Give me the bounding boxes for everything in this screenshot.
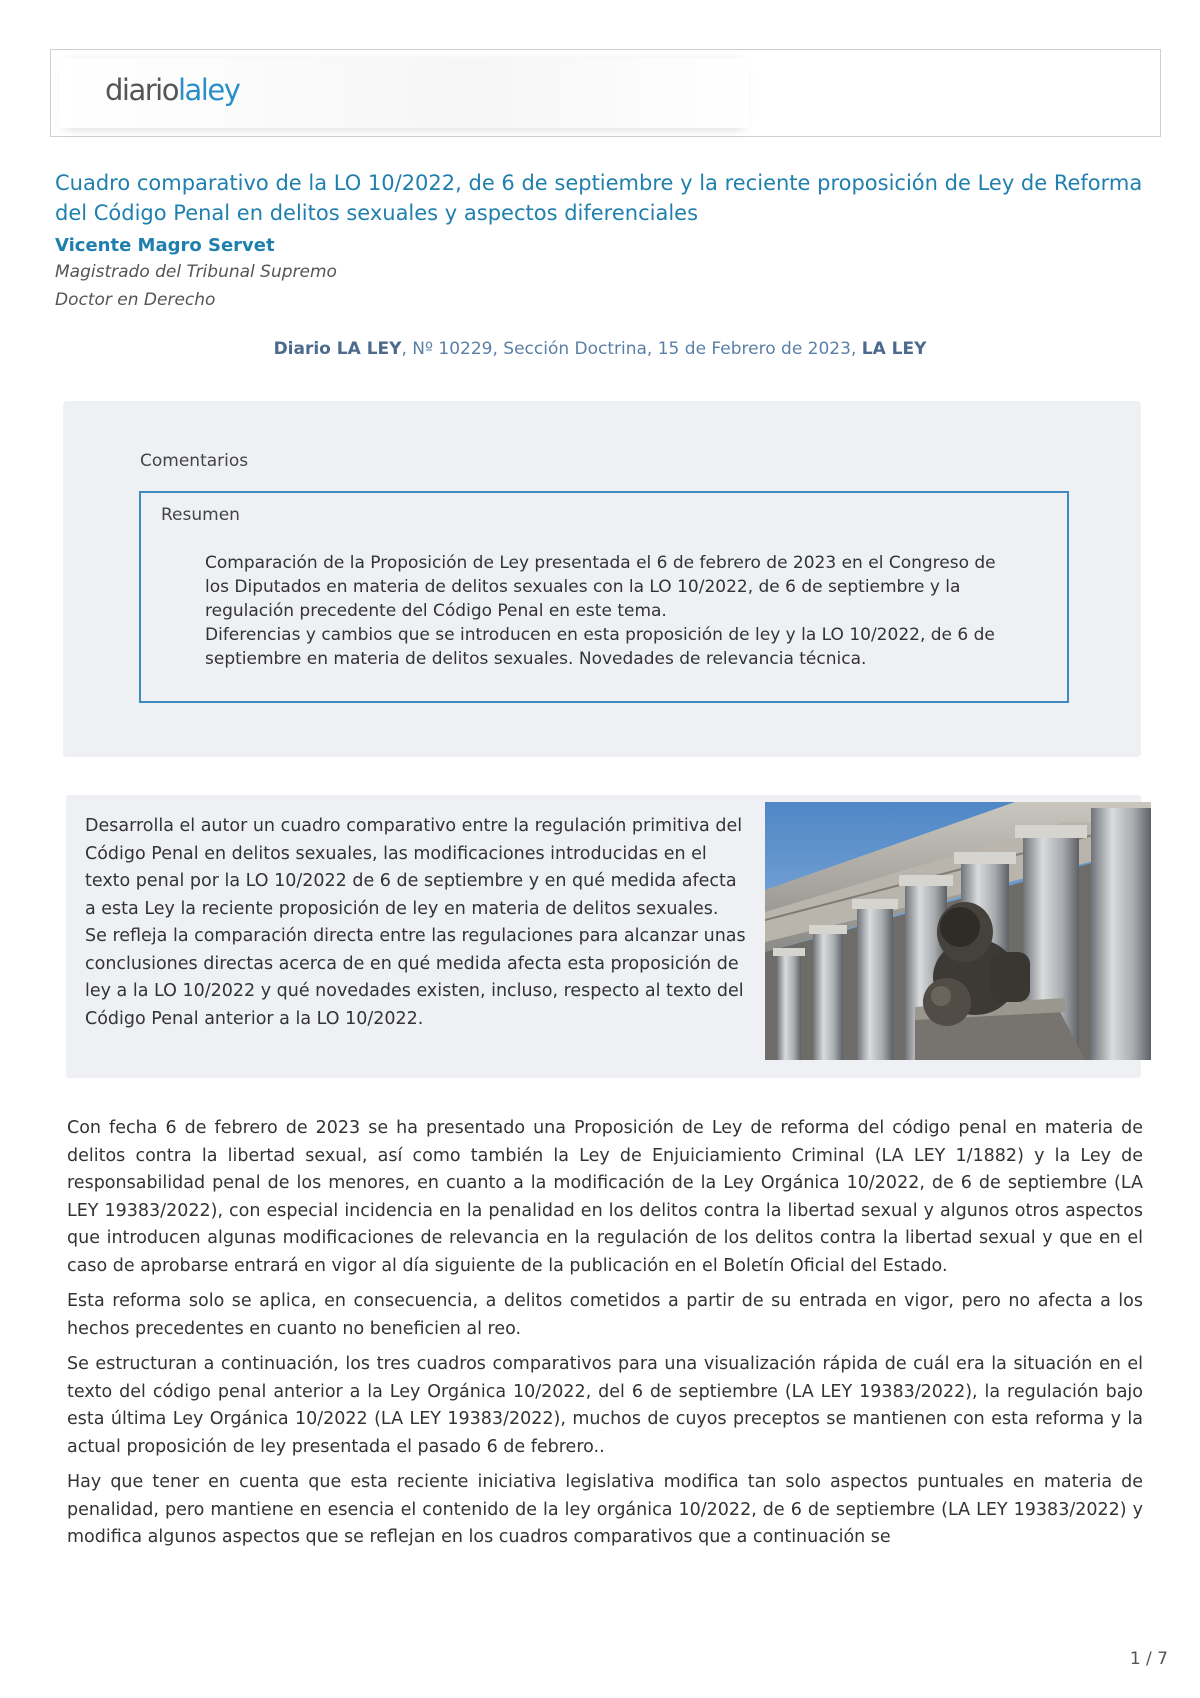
article-title: Cuadro comparativo de la LO 10/2022, de 6 de septiembre y la reciente proposición de Ley de Reforma del Código Penal en delitos sexuales y aspectos diferenciales: [55, 171, 1143, 225]
body-paragraph: Con fecha 6 de febrero de 2023 se ha presentado una Proposición de Ley de reforma del código penal en materia de delitos contra la libertad sexual, así como también la Ley de Enjuiciamiento Criminal (LA LEY 1/1882) y la Ley de responsabilidad penal de los menores, en cuanto a la modificación de la Ley Orgánica 10/2022, de 6 de septiembre (LA LEY 19383/2022), con especial incidencia en la penalidad en los delitos contra la libertad sexual y algunos otros aspectos que introducen algunas modificaciones de relevancia en la regulación de los delitos contra la libertad sexual y que en el caso de aprobarse entrará en vigor al día siguiente de la publicación en el Boletín Oficial del Estado.: [67, 1118, 1143, 1276]
page-number: 1 / 7: [1129, 1649, 1168, 1669]
author-role: Magistrado del Tribunal Supremo: [55, 262, 337, 282]
resumen-text: [205, 551, 1025, 671]
source-details: , Nº 10229, Sección Doctrina, 15 de Febrero de 2023,: [401, 339, 862, 359]
body-paragraph: Hay que tener en cuenta que esta reciente iniciativa legislativa modifica tan solo aspectos puntuales en materia de penalidad, pero mantiene en esencia el contenido de la ley orgánica 10/2022, de 6 de septiembre (LA LEY 19383/2022) y modifica algunos aspectos que se reflejan en los cuadros comparativos que a continuación se: [67, 1472, 1143, 1547]
resumen-box: [139, 491, 1069, 703]
abstract-paragraph: Se refleja la comparación directa entre las regulaciones para alcanzar unas conclusiones directas acerca de en qué medida afecta esta proposición de ley a la LO 10/2022 y qué novedades existen, incluso, respecto al texto del Código Penal anterior a la LO 10/2022.: [85, 926, 746, 1029]
comments-label: Comentarios: [140, 451, 249, 471]
resumen-label: Resumen: [161, 505, 240, 525]
abstract-text: [85, 813, 750, 1033]
resumen-paragraph: Diferencias y cambios que se introducen en esta proposición de ley y la LO 10/2022, de 6 de septiembre en materia de delitos sexuales. Novedades de relevancia técnica.: [205, 625, 995, 669]
source-citation: [0, 339, 1200, 359]
comments-panel: [63, 401, 1141, 757]
resumen-paragraph: Comparación de la Proposición de Ley presentada el 6 de febrero de 2023 en el Congreso de los Diputados en materia de delitos sexuales con la LO 10/2022, de 6 de septiembre y la regulación precedente del Código Penal en este tema.: [205, 553, 996, 621]
logo-strip: [59, 58, 749, 128]
author-degree: Doctor en Derecho: [55, 290, 216, 310]
journal-name: Diario LA LEY: [273, 339, 402, 359]
publisher-name: LA LEY: [861, 339, 927, 359]
article-body: [67, 1115, 1143, 1560]
diariolaley-logo[interactable]: diariolaley: [105, 73, 240, 107]
author-name: Vicente Magro Servet: [55, 235, 275, 256]
congress-lion-photo: [765, 802, 1151, 1060]
body-paragraph: Se estructuran a continuación, los tres cuadros comparativos para una visualización rápida de cuál era la situación en el texto del código penal anterior a la Ley Orgánica 10/2022, del 6 de septiembre (LA LEY 19383/2022), la regulación bajo esta última Ley Orgánica 10/2022 (LA LEY 19383/2022), muchos de cuyos preceptos se mantienen con esta reforma y la actual proposición de ley presentada el pasado 6 de febrero..: [67, 1354, 1143, 1457]
header-banner: [50, 49, 1161, 137]
body-paragraph: Esta reforma solo se aplica, en consecuencia, a delitos cometidos a partir de su entrada en vigor, pero no afecta a los hechos precedentes en cuanto no beneficien al reo.: [67, 1291, 1143, 1339]
abstract-paragraph: Desarrolla el autor un cuadro comparativo entre la regulación primitiva del Código Penal en delitos sexuales, las modificaciones introducidas en el texto penal por la LO 10/2022 de 6 de septiembre y en qué medida afecta a esta Ley la reciente proposición de ley en materia de delitos sexuales.: [85, 816, 743, 919]
